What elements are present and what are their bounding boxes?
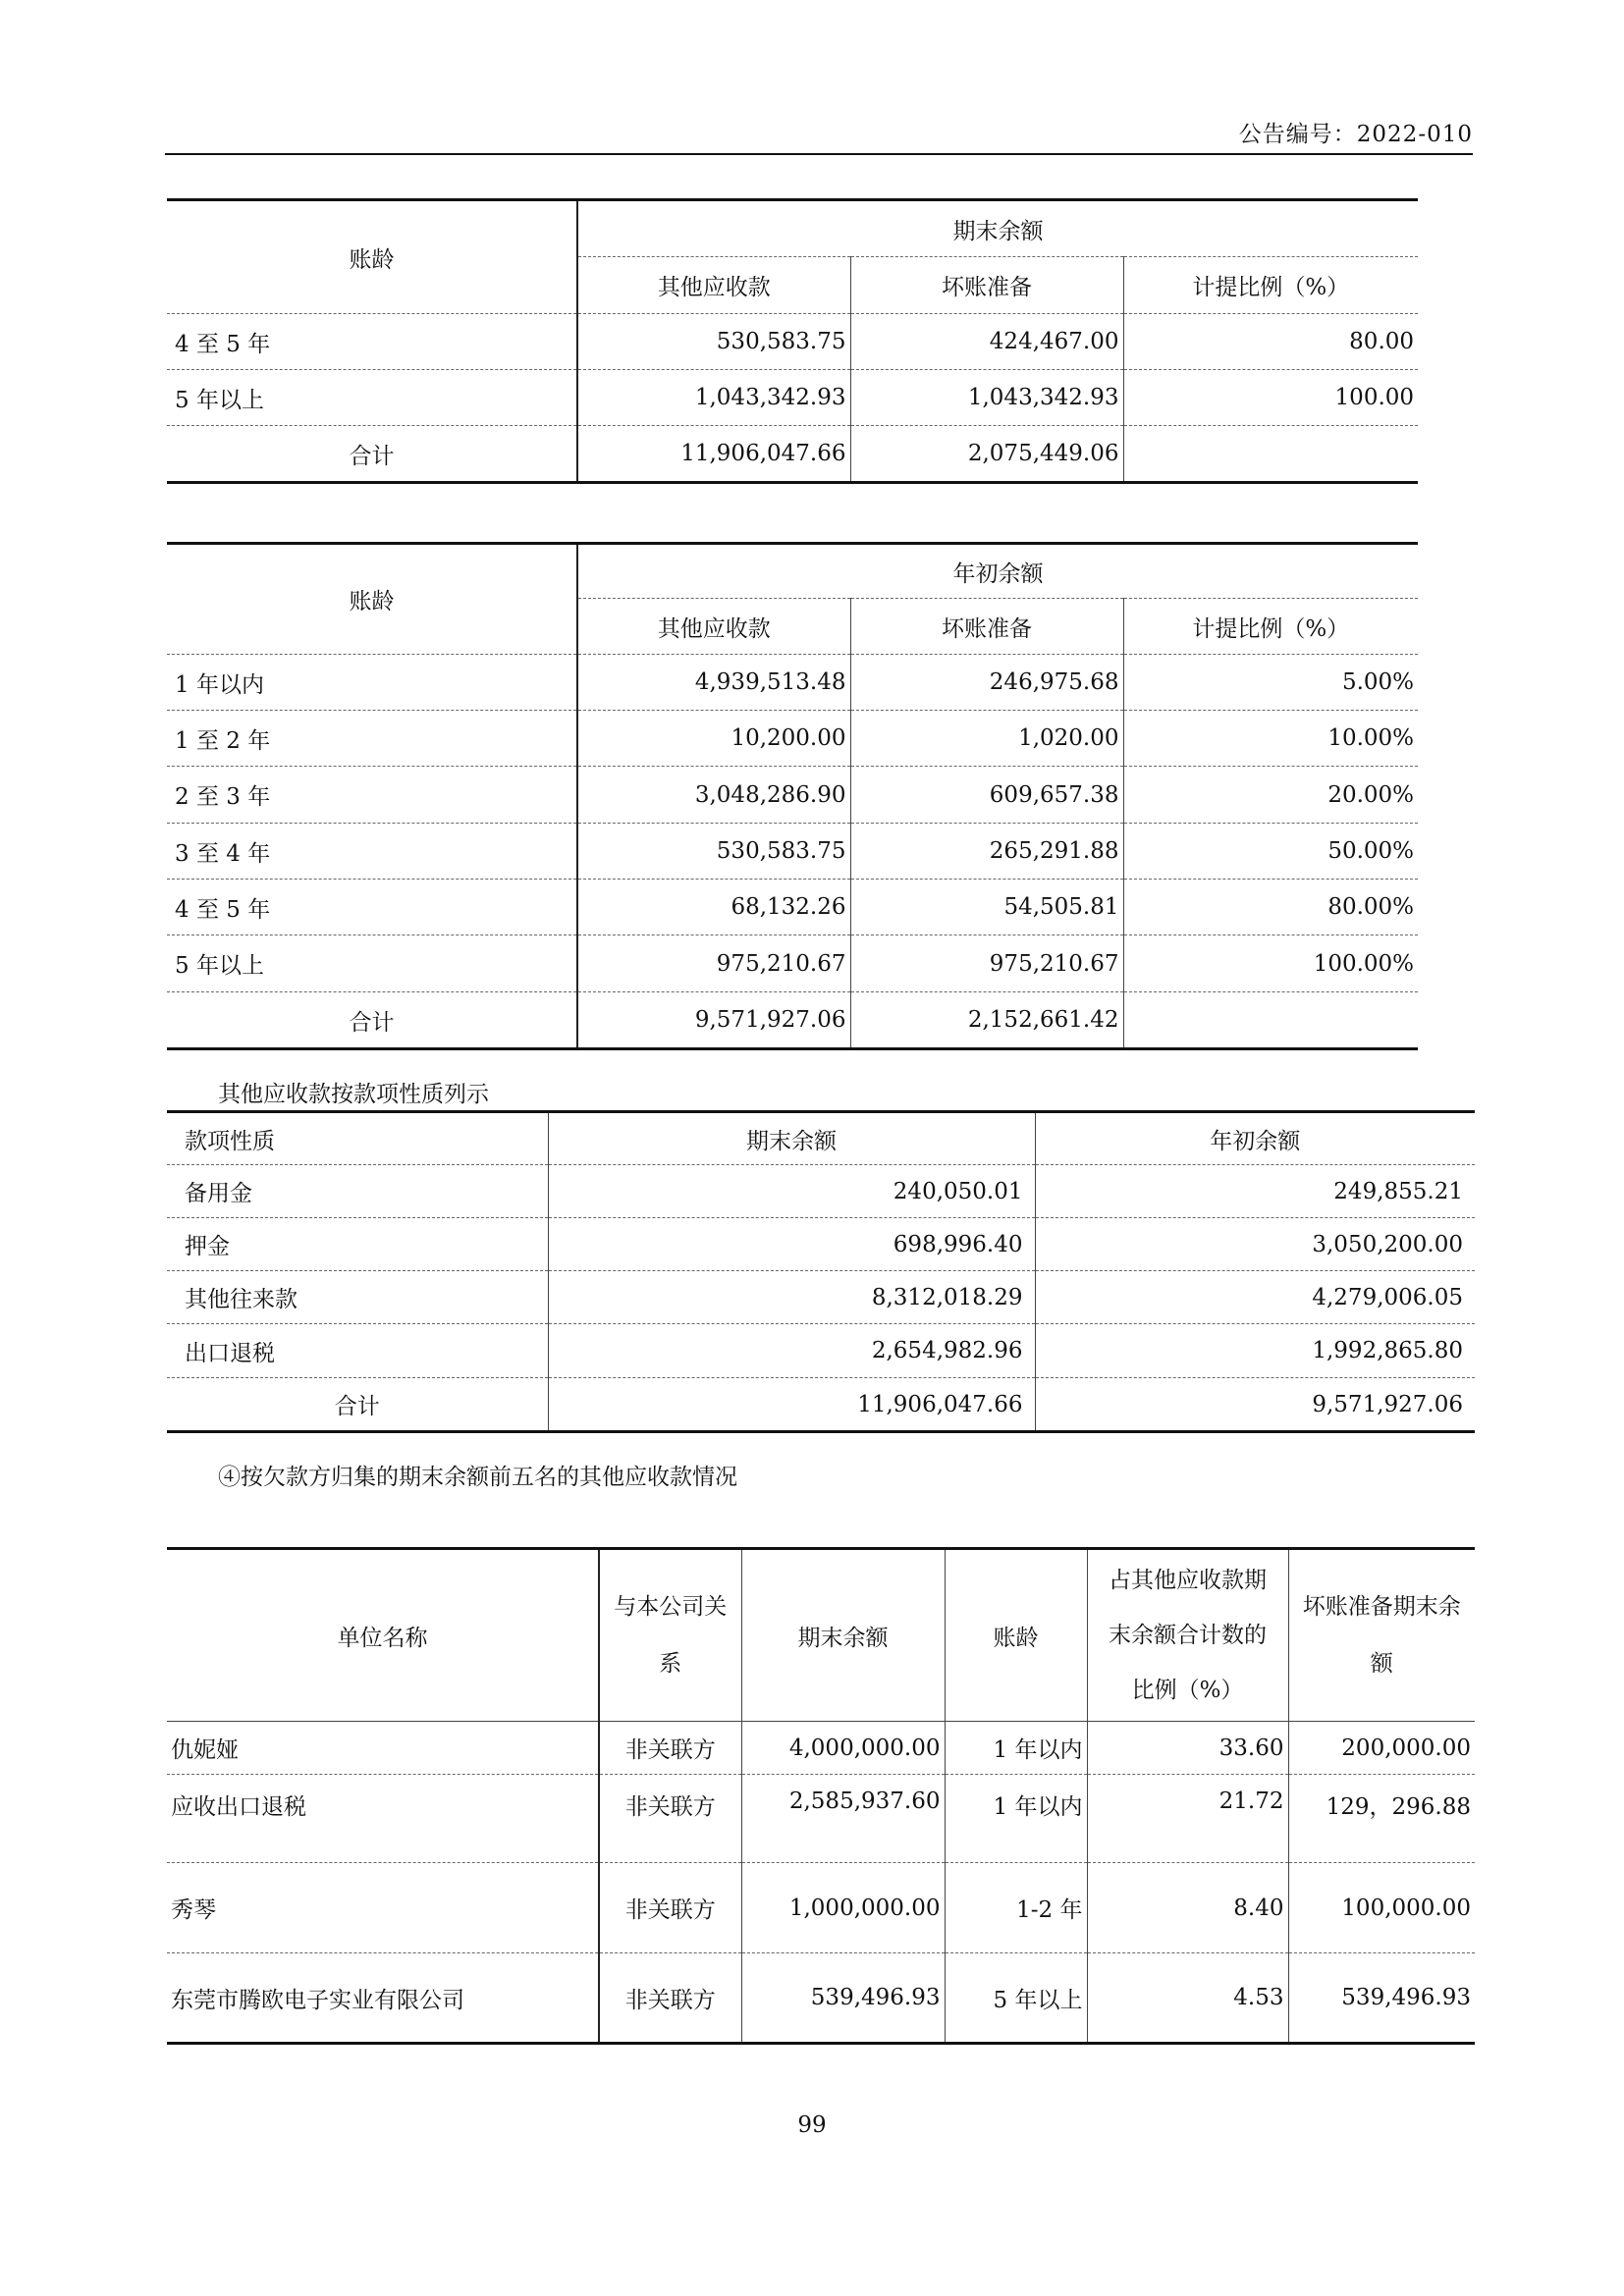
header-line: 末余额合计数的 [1109, 1623, 1267, 1648]
header-line: 比例（%） [1131, 1678, 1244, 1703]
provision-cell: 1,043,342.93 [850, 370, 1123, 426]
table-row [167, 1324, 1475, 1378]
total-row [167, 426, 1418, 483]
provision-cell: 200,000.00 [1288, 1722, 1475, 1775]
total-label: 合计 [349, 1009, 395, 1036]
announcement-number: 公告编号：2022-010 [1238, 122, 1473, 147]
provision-cell: 609,657.38 [850, 767, 1123, 824]
age-cell: 5 年以上 [945, 1953, 1087, 2044]
provision-cell: 54,505.81 [850, 880, 1123, 935]
page-header [165, 116, 1473, 155]
age-cell: 1 年以内 [945, 1722, 1087, 1775]
col-header-ratio: 计提比例（%） [1123, 599, 1418, 655]
table-row [167, 1165, 1475, 1218]
unit-name-cell: 秀琴 [167, 1863, 599, 1953]
age-cell: 1-2 年 [945, 1863, 1087, 1953]
group-header: 年初余额 [577, 544, 1418, 599]
nature-table [167, 1110, 1475, 1433]
total-end-balance: 11,906,047.66 [548, 1378, 1035, 1432]
col-header-share [1087, 1549, 1288, 1722]
nature-cell: 备用金 [167, 1165, 548, 1218]
end-balance-cell: 240,050.01 [548, 1165, 1035, 1218]
balance-cell: 4,000,000.00 [741, 1722, 945, 1775]
col-header-begin-balance: 年初余额 [1035, 1112, 1475, 1165]
total-receivable: 11,906,047.66 [577, 426, 850, 483]
age-cell: 5 年以上 [167, 370, 577, 426]
relation-cell: 非关联方 [599, 1863, 741, 1953]
table-row [167, 1271, 1475, 1324]
begin-balance-cell: 1,992,865.80 [1035, 1324, 1475, 1378]
table-row [167, 1218, 1475, 1271]
table-row [167, 1953, 1475, 2044]
provision-cell: 265,291.88 [850, 824, 1123, 880]
provision-cell: 100,000.00 [1288, 1863, 1475, 1953]
share-cell: 33.60 [1087, 1722, 1288, 1775]
header-line: 系 [659, 1651, 682, 1677]
header-line: 坏账准备期末余 [1302, 1594, 1461, 1620]
col-header-ratio: 计提比例（%） [1123, 257, 1418, 314]
header-line: 占其他应收款期 [1109, 1568, 1267, 1593]
page-number: 99 [797, 2112, 827, 2138]
unit-name-cell: 应收出口退税 [167, 1775, 599, 1863]
total-row [167, 1378, 1475, 1432]
receivable-cell: 1,043,342.93 [577, 370, 850, 426]
table-row [167, 314, 1418, 370]
receivable-cell: 10,200.00 [577, 711, 850, 767]
begin-balance-cell: 3,050,200.00 [1035, 1218, 1475, 1271]
receivable-cell: 975,210.67 [577, 935, 850, 992]
receivable-cell: 530,583.75 [577, 824, 850, 880]
relation-cell: 非关联方 [599, 1722, 741, 1775]
receivable-cell: 68,132.26 [577, 880, 850, 935]
col-header-age: 账龄 [945, 1549, 1087, 1722]
top-five-caption: ④按欠款方归集的期末余额前五名的其他应收款情况 [218, 1465, 737, 1490]
ratio-cell: 100.00 [1123, 370, 1418, 426]
total-ratio [1123, 426, 1418, 483]
age-cell: 5 年以上 [167, 935, 577, 992]
table-row [167, 767, 1418, 824]
col-header-receivable: 其他应收款 [577, 599, 850, 655]
col-header-relation [599, 1549, 741, 1722]
relation-cell: 非关联方 [599, 1953, 741, 2044]
total-begin-balance: 9,571,927.06 [1035, 1378, 1475, 1432]
end-balance-cell: 2,654,982.96 [548, 1324, 1035, 1378]
ratio-cell: 80.00 [1123, 314, 1418, 370]
ratio-cell: 50.00% [1123, 824, 1418, 880]
age-cell: 4 至 5 年 [167, 880, 577, 935]
provision-cell: 424,467.00 [850, 314, 1123, 370]
nature-cell: 出口退税 [167, 1324, 548, 1378]
table-row [167, 370, 1418, 426]
age-cell: 1 至 2 年 [167, 711, 577, 767]
share-cell: 21.72 [1087, 1775, 1288, 1863]
total-provision: 2,075,449.06 [850, 426, 1123, 483]
col-header-end-balance: 期末余额 [741, 1549, 945, 1722]
end-balance-cell: 698,996.40 [548, 1218, 1035, 1271]
table-row [167, 935, 1418, 992]
receivable-cell: 3,048,286.90 [577, 767, 850, 824]
nature-cell: 其他往来款 [167, 1271, 548, 1324]
header-line: 额 [1370, 1651, 1393, 1677]
header-row [167, 1112, 1475, 1165]
ratio-cell: 5.00% [1123, 655, 1418, 711]
age-cell: 4 至 5 年 [167, 314, 577, 370]
age-cell: 1 年以内 [945, 1775, 1087, 1863]
balance-cell: 1,000,000.00 [741, 1863, 945, 1953]
total-receivable: 9,571,927.06 [577, 992, 850, 1049]
col-header-end-balance: 期末余额 [548, 1112, 1035, 1165]
share-cell: 8.40 [1087, 1863, 1288, 1953]
col-header-nature: 款项性质 [167, 1112, 548, 1165]
total-ratio [1123, 992, 1418, 1049]
table-row [167, 1863, 1475, 1953]
begin-balance-cell: 4,279,006.05 [1035, 1271, 1475, 1324]
total-row [167, 992, 1418, 1049]
provision-cell: 1,020.00 [850, 711, 1123, 767]
age-header: 账龄 [167, 200, 577, 314]
receivable-cell: 4,939,513.48 [577, 655, 850, 711]
provision-cell: 975,210.67 [850, 935, 1123, 992]
col-header-provision [1288, 1549, 1475, 1722]
top-five-table [167, 1547, 1475, 2045]
aging-table-period-end [167, 198, 1418, 484]
balance-cell: 539,496.93 [741, 1953, 945, 2044]
ratio-cell: 10.00% [1123, 711, 1418, 767]
table-row [167, 824, 1418, 880]
col-header-provision: 坏账准备 [850, 257, 1123, 314]
nature-cell: 押金 [167, 1218, 548, 1271]
table-row [167, 1775, 1475, 1863]
aging-table-year-begin [167, 542, 1418, 1050]
provision-cell: 129，296.88 [1288, 1775, 1475, 1863]
total-provision: 2,152,661.42 [850, 992, 1123, 1049]
begin-balance-cell: 249,855.21 [1035, 1165, 1475, 1218]
table-row [167, 880, 1418, 935]
unit-name-cell: 仇妮娅 [167, 1722, 599, 1775]
total-label: 合计 [334, 1394, 380, 1419]
provision-cell: 246,975.68 [850, 655, 1123, 711]
header-line: 与本公司关 [614, 1594, 728, 1620]
age-cell: 2 至 3 年 [167, 767, 577, 824]
total-label: 合计 [349, 443, 395, 469]
provision-cell: 539,496.93 [1288, 1953, 1475, 2044]
unit-name-cell: 东莞市腾欧电子实业有限公司 [171, 1987, 464, 2013]
ratio-cell: 20.00% [1123, 767, 1418, 824]
end-balance-cell: 8,312,018.29 [548, 1271, 1035, 1324]
ratio-cell: 80.00% [1123, 880, 1418, 935]
receivable-cell: 530,583.75 [577, 314, 850, 370]
header-row [167, 1549, 1475, 1722]
col-header-unit-name: 单位名称 [337, 1625, 428, 1651]
age-header: 账龄 [167, 544, 577, 655]
col-header-receivable: 其他应收款 [577, 257, 850, 314]
group-header: 期末余额 [577, 200, 1418, 257]
relation-cell: 非关联方 [599, 1775, 741, 1863]
ratio-cell: 100.00% [1123, 935, 1418, 992]
nature-table-caption: 其他应收款按款项性质列示 [218, 1082, 489, 1107]
balance-cell: 2,585,937.60 [741, 1775, 945, 1863]
col-header-provision: 坏账准备 [850, 599, 1123, 655]
age-cell: 3 至 4 年 [167, 824, 577, 880]
table-row [167, 655, 1418, 711]
share-cell: 4.53 [1087, 1953, 1288, 2044]
table-row [167, 1722, 1475, 1775]
age-cell: 1 年以内 [167, 655, 577, 711]
table-row [167, 711, 1418, 767]
